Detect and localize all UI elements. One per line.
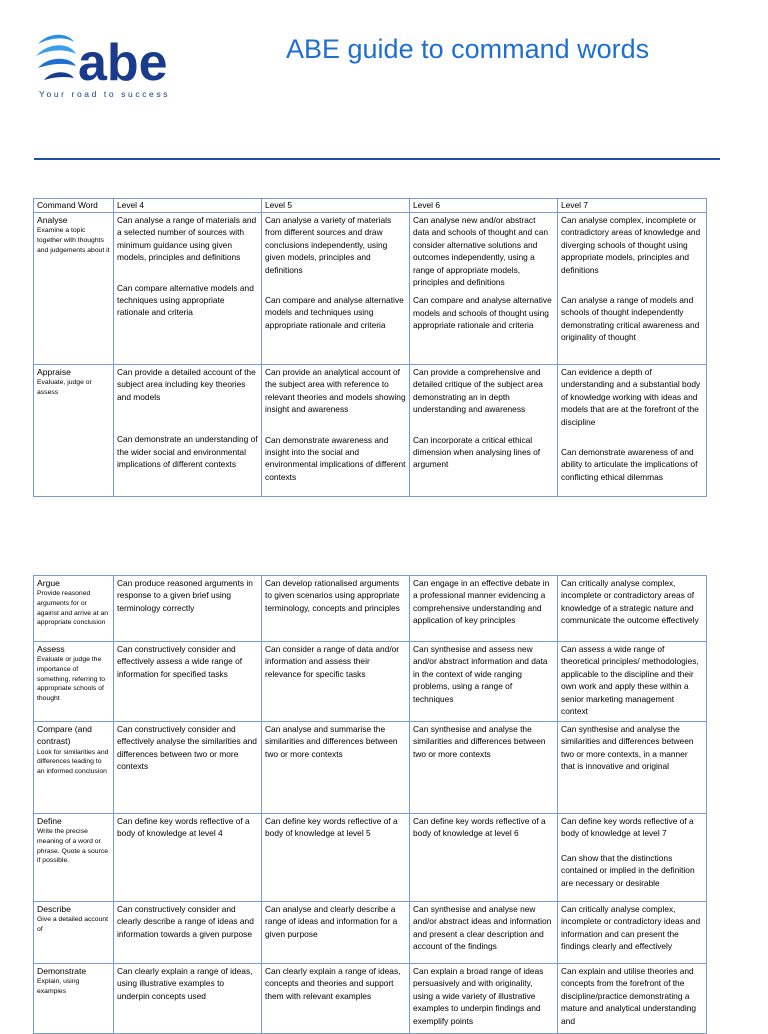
level-5-cell — [262, 365, 410, 497]
level-text: Can compare and analyse alternative models and schools of thought using appropriate rationale and criteria — [413, 295, 552, 331]
command-word-description: Write the precise meaning of a word or phrase. Quote a source if possible. — [37, 828, 109, 865]
level-6-cell — [410, 213, 558, 365]
level-text: Can compare alternative models and techniques using appropriate rationale and criteria — [117, 282, 254, 318]
level-text: Can provide a detailed account of the subject area including key theories and models — [117, 367, 256, 402]
level-5-cell: Can develop rationalised arguments to given scenarios using appropriate terminology, concepts and principles — [262, 576, 410, 642]
table-row — [34, 902, 707, 964]
command-word-description: Look for similarities and differences leading to an informed conclusion — [37, 748, 109, 775]
command-word-description: Examine a topic together with thoughts and judgements about it — [37, 227, 110, 254]
level-text: Can analyse a range of materials and a selected number of sources with minimum guidance using given models, principles and definitions — [117, 215, 257, 263]
level-6-cell: Can define key words reflective of a body of knowledge at level 6 — [410, 814, 558, 902]
logo-text: abe — [78, 34, 168, 90]
level-7-cell — [558, 814, 707, 902]
divider — [34, 158, 720, 160]
level-text: Can evidence a depth of understanding and a substantial body of knowledge working with ideas and models that are at the forefront of the discipline — [561, 367, 701, 427]
header-level-5: Level 5 — [262, 199, 410, 213]
level-4-cell — [114, 213, 262, 365]
level-text: Can demonstrate awareness of and ability to articulate the implications of conflicting ethical dilemmas — [561, 447, 698, 482]
level-text: Can provide a comprehensive and detailed critique of the subject area demonstrating an in depth understanding and awareness — [413, 367, 543, 415]
table-row — [34, 814, 707, 902]
level-7-cell — [558, 365, 707, 497]
command-word: Appraise — [37, 367, 71, 377]
level-4-cell: Can constructively consider and effectively analyse the similarities and differences between two or more contexts — [114, 722, 262, 814]
level-text: Can analyse a variety of materials from different sources and draw conclusions independently, using given models, principles and definitions — [265, 215, 392, 275]
swoosh-icon — [36, 35, 76, 80]
table-row — [34, 964, 707, 1034]
command-word-cell — [34, 213, 114, 365]
level-4-cell: Can define key words reflective of a body of knowledge at level 4 — [114, 814, 262, 902]
level-6-cell: Can engage in an effective debate in a professional manner evidencing a comprehensive understanding and application of key principles — [410, 576, 558, 642]
command-word-cell — [34, 964, 114, 1034]
command-word-cell — [34, 814, 114, 902]
table-row — [34, 642, 707, 722]
level-6-cell: Can synthesise and analyse the similarities and differences between two or more contexts — [410, 722, 558, 814]
level-5-cell: Can analyse and summarise the similarities and differences between two or more contexts — [262, 722, 410, 814]
level-7-cell: Can explain and utilise theories and concepts from the forefront of the discipline/practice demonstrating a mature and analytical understanding and — [558, 964, 707, 1034]
level-text: Can compare and analyse alternative models and techniques using appropriate rationale and criteria — [265, 295, 404, 330]
command-word-description: Evaluate or judge the importance of something, referring to appropriate schools of thought — [37, 656, 106, 702]
table-row — [34, 365, 707, 497]
level-text: Can show that the distinctions contained or implied in the definition are necessary or desirable — [561, 852, 695, 888]
level-text: Can analyse a range of models and schools of thought independently demonstrating critical awareness and originality of thought — [561, 295, 700, 343]
command-word: Compare (and contrast) — [37, 724, 92, 747]
command-word: Assess — [37, 644, 65, 654]
command-word: Define — [37, 816, 62, 826]
header-level-7: Level 7 — [558, 199, 707, 213]
command-word-cell — [34, 365, 114, 497]
level-text: Can demonstrate an understanding of the wider social and environmental implications of different contexts — [117, 434, 258, 470]
table-row — [34, 722, 707, 814]
level-7-cell — [558, 213, 707, 365]
level-text: Can define key words reflective of a body of knowledge at level 7 — [561, 816, 694, 839]
command-word: Demonstrate — [37, 966, 87, 976]
level-text: Can demonstrate awareness and insight into the social and environmental implications of different contexts — [265, 434, 406, 482]
level-5-cell: Can clearly explain a range of ideas, concepts and theories and support them with relevant examples — [262, 964, 410, 1034]
command-word-description: Provide reasoned arguments for or against and arrive at an appropriate conclusion — [37, 590, 109, 627]
command-word: Analyse — [37, 215, 68, 225]
command-word-cell — [34, 902, 114, 964]
command-word-description: Evaluate, judge or assess — [37, 379, 92, 396]
level-7-cell: Can assess a wide range of theoretical principles/ methodologies, applicable to the discipline and their own work and apply these within a senior marketing management context — [558, 642, 707, 722]
page-title: ABE guide to command words — [286, 34, 650, 64]
command-word-cell — [34, 722, 114, 814]
header-level-4: Level 4 — [114, 199, 262, 213]
level-5-cell: Can consider a range of data and/or information and assess their relevance for specific tasks — [262, 642, 410, 722]
level-4-cell: Can clearly explain a range of ideas, using illustrative examples to underpin concepts used — [114, 964, 262, 1034]
command-word: Argue — [37, 578, 60, 588]
level-7-cell: Can synthesise and analyse the similarities and differences between two or more contexts, in a manner that is innovative and original — [558, 722, 707, 814]
level-7-cell: Can critically analyse complex, incomplete or contradictory ideas and information and can present the findings clearly and effectively — [558, 902, 707, 964]
command-word-cell — [34, 642, 114, 722]
level-text: Can provide an analytical account of the subject area with reference to relevant theories and models showing insight and awareness — [265, 367, 406, 415]
level-7-cell: Can critically analyse complex, incomplete or contradictory areas of knowledge of a strategic nature and communicate the outcome effectively — [558, 576, 707, 642]
command-word-description: Explain, using examples — [37, 978, 80, 995]
level-4-cell: Can constructively consider and effectively assess a wide range of information for specified tasks — [114, 642, 262, 722]
level-6-cell: Can synthesise and assess new and/or abstract information and data in the context of wide ranging problems, using a range of techniques — [410, 642, 558, 722]
command-word-description: Give a detailed account of — [37, 916, 109, 933]
command-words-table-2 — [33, 575, 707, 1034]
level-text: Can incorporate a critical ethical dimension when analysing lines of argument — [413, 434, 541, 470]
level-6-cell: Can explain a broad range of ideas persuasively and with originality, using a wide variety of illustrative examples to underpin findings and exemplify points — [410, 964, 558, 1034]
header-level-6: Level 6 — [410, 199, 558, 213]
command-words-table-1 — [33, 198, 707, 497]
table-header-row — [34, 199, 707, 213]
header-command-word: Command Word — [34, 199, 114, 213]
level-4-cell — [114, 365, 262, 497]
table-row — [34, 576, 707, 642]
level-5-cell: Can define key words reflective of a body of knowledge at level 5 — [262, 814, 410, 902]
level-6-cell — [410, 365, 558, 497]
table-row — [34, 213, 707, 365]
level-4-cell: Can constructively consider and clearly describe a range of ideas and information towards a given purpose — [114, 902, 262, 964]
tagline: Your road to success — [39, 89, 171, 99]
level-5-cell: Can analyse and clearly describe a range of ideas and information for a given purpose — [262, 902, 410, 964]
level-4-cell: Can produce reasoned arguments in response to a given brief using terminology correctly — [114, 576, 262, 642]
level-text: Can analyse new and/or abstract data and schools of thought and can consider alternative solutions and outcomes independently, using a range of appropriate models, principles and definitions — [413, 215, 549, 288]
command-word-cell — [34, 576, 114, 642]
level-text: Can analyse complex, incomplete or contradictory areas of knowledge and diverging schools of thought using appropriate models, principles and definitions — [561, 215, 701, 275]
level-6-cell: Can synthesise and analyse new and/or abstract ideas and information and present a clear description and account of the findings — [410, 902, 558, 964]
command-word: Describe — [37, 904, 71, 914]
level-5-cell — [262, 213, 410, 365]
